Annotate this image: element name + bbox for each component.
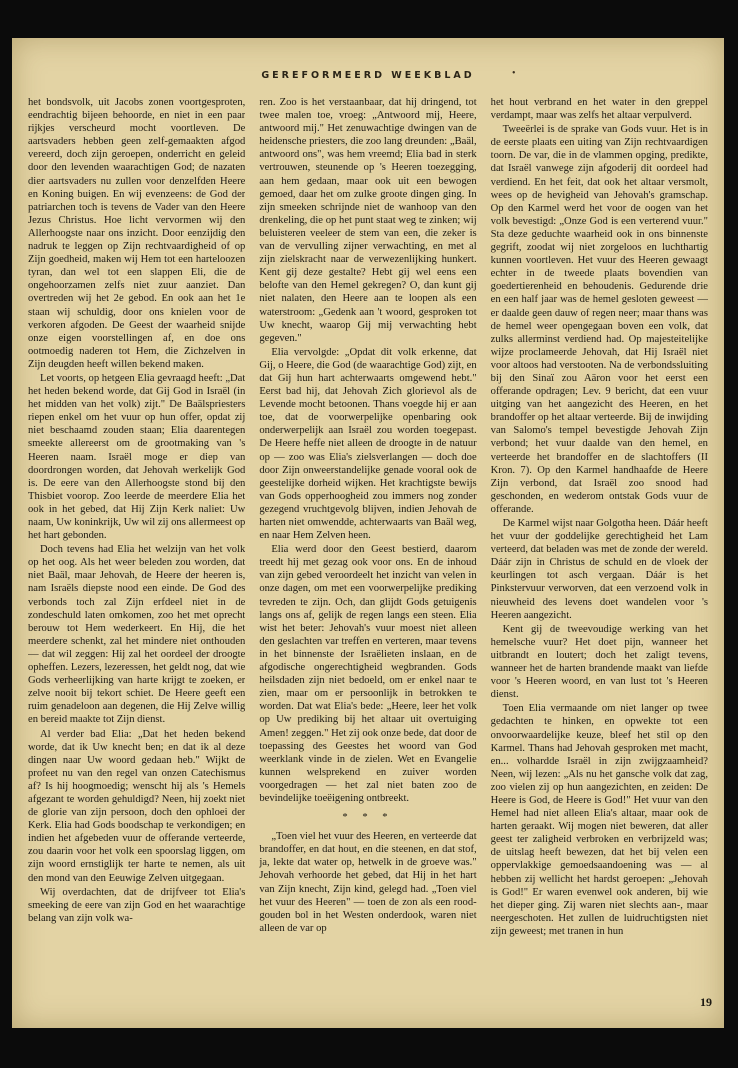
column-3 [491, 96, 708, 1006]
paragraph: Doch tevens had Elia het welzijn van het volk op het oog. Als het weer beleden zou worden, dat niet Baäl, maar Jehovah, de Heere der heeren is, nam Israëls diepste nood een einde. De God des verbonds toch zal Zijn erfdeel niet in de zondeschuld laten omkomen, zoo het met oprecht berouw tot Hem wederkeert. En Hij, die het meerdere schenkt, zal het mindere niet onthouden — dat wil zeggen: Hij zal het oordeel der droogte opheffen. Lezers, lezeressen, het geldt nog, dat wie Gods verheerlijking van harte krijgt te zoeken, er zelve nooit bij tekort schiet. De Heere geeft een ruim genadeloon aan degenen, die Hij Zelve willig en bereid maakte tot Zijn dienst. [28, 544, 246, 726]
paragraph: Tweeërlei is de sprake van Gods vuur. Het is in de eerste plaats een uiting van Zijn rechtvaardigen toorn. De var, die in de vlammen opging, predikte, dat Israël vanwege zijn afgoderij dit oordeel had verdiend. En het feit, dat ook het altaar versmolt, wees op de hevigheid van Jehovah's gramschap. Op den Karmel werd het voor de oogen van het volk bevestigd: „Onze God is een verterend vuur." Sta deze geduchte waarheid ook in ons binnenste gegrift, zoodat wij niet zorgeloos en luchthartig kunnen voortleven. Het vuur des Heeren gewaagt echter in de tweede plaats bovendien van goedertierenheid en behoudenis. Gedurende drie en een half jaar was de hemel gesloten geweest — er daalde geen dauw of regen neer; maar thans was de hemel weer opengegaan boven een volk, dat zulks allerminst verdiend had. Op majesteitelijke wijze proclameerde Jehovah, dat Hij Israël niet voor altoos had verstooten. Na de verbondssluiting bij den Sinaï zou Aäron voor het eerst een offerande opdragen; Lev. 9 bericht, dat een vuur uitging van het aangezicht des Heeren, en het brandoffer op het altaar verteerde. Bij de inwijding van Salomo's tempel bevestigde Jehovah Zijn verbond; het vuur daalde van den hemel, en verteerde het brandoffer en de slachtoffers (II Kron. 7). Op den Karmel handhaafde de Heere Zijn verbond, dat Israël zoo snood had geschonden, en wederom ontstak Gods vuur de offerande. [490, 124, 708, 515]
paragraph: het hout verbrand en het water in den greppel verdampt, maar was zelfs het altaar verpulverd. [490, 97, 708, 122]
article-columns [28, 96, 708, 1006]
running-header: GEREFORMEERD WEEKBLAD [261, 70, 475, 81]
page-number: 19 [700, 995, 712, 1009]
paragraph: Toen Elia vermaande om niet langer op twee gedachten te hinken, en opwekte tot een onvoorwaardelijke keuze, bleef het stil op den Karmel. Thans had Jehovah gesproken met macht, en... volhardde Israël in zijn zwijgzaamheid? Neen, wij lezen: „Als nu het gansche volk dat zag, zoo vielen zij op hun aangezichten, en zeiden: De Heere is God, de Heere is God!" Het vuur van den Hemel had niet alleen Elia's altaar, maar ook de harten geraakt. Wij mogen niet beweren, dat aller geest ter zaligheid verbroken en verbrijzeld was; de uitslag heeft bewezen, dat het bij velen een oppervlakkige gemoedsaandoening was — al hebben zij wellicht het hardst geroepen: „Jehovah is God!" Er waren evenwel ook anderen, bij wie het dieper ging. Zij waren niet slechts aan-, maar neergeschoten. Het zullen de luidruchtigsten niet zijn geweest; met tranen in hun [490, 703, 708, 937]
paragraph: ren. Zoo is het verstaanbaar, dat hij dringend, tot twee malen toe, vroeg: „Antwoord mij, Heere, antwoord mij." Het zenuwachtige dwingen van de heidensche priesters, die zoo lang dreunden: „Baäl, antwoord ons", was hem vreemd; Elia bad in sterk vertrouwen, steunende op 's Heeren toezegging, aan hem gedaan, maar ook uit een bewogen gemoed, daar het om zulke groote dingen ging. In zijn smeeken schrijnde niet de wanhoop van den drenkeling, die op het punt staat weg te zinken; wij beluisteren veeleer de stem van een, die zeker is van de vervulling zijner verwachting, en met al zijn zielskracht naar de verwezenlijking hunkert. Kent gij deze gestalte? Hebt gij wel eens een belofte van den Hemel gekregen? O, dan kunt gij niet nalaten, den Heere aan te loopen als een waterstroom: „Gedenk aan 't woord, gesproken tot Uw knecht, waarop Gij mij verwachting hebt gegeven." [259, 97, 477, 344]
newspaper-page [12, 38, 724, 1028]
paragraph: Let voorts, op hetgeen Elia gevraagd heeft: „Dat het heden bekend worde, dat Gij God in Israël (in het midden van het volk) zijt." De Baälspriesters riepen enkel om het vuur op hun offer, opdat zij niet beschaamd zouden staan; Elia daarentegen smeekte allereerst om de grootmaking van 's Heeren naam. Israël moge er diep van doordrongen worden, dat Jehovah werkelijk God is. De eere van den Allerhoogste stond bij den Thisbiet voorop. Zoo leerde de meerdere Elia het ook in het gebed, dat Hij Zijn Kerk naliet: Uw naam, Uw koninkrijk, Uw wil zij ons allermeest op het hart gebonden. [28, 372, 246, 542]
paragraph: De Karmel wijst naar Golgotha heen. Dáár heeft het vuur der goddelijke gerechtigheid het Lam verteerd, dat beladen was met de zonde der wereld. Dáár zijn in Christus de schuld en de vloek der keurlingen tot asch vergaan. Dáár is het Pinkstervuur verworven, dat een verzoend volk in nieuwheid des levens doet wandelen voor 's Heeren aangezicht. [490, 518, 708, 621]
section-separator: * * * [342, 812, 394, 824]
paragraph: Wij overdachten, dat de drijfveer tot Elia's smeeking de eere van zijn God en het waarachtige belang van zijn volk wa- [28, 886, 246, 924]
paragraph: Elia vervolgde: „Opdat dit volk erkenne, dat Gij, o Heere, die God (de waarachtige God) zijt, en dat Gij hun hart achterwaarts omgewend hebt." Eerst bad hij, dat Jehovah Zich glorievol als de Levende mocht betoonen. Thans voegde hij er aan toe, dat de voorwerpelijke openbaring ook onderwerpelijk aan Israël zou worden toegepast. De Heere heffe niet alleen de droogte in de natuur op — zoo was Elia's zielsverlangen — doch doe door Zijn onweerstandelijke genade vooral ook de geestelijke dorheid wijken. Het krachtigste bewijs van Gods opperhoogheid zou immers nog zonder gezegend vruchtgevolg blijven, indien Jehovah de harten niet omwendde, achterwaarts van Baäl weg, en naar Hem Zelven heen. [259, 346, 477, 542]
column-1 [28, 96, 245, 1006]
paragraph: Al verder bad Elia: „Dat het heden bekend worde, dat ik Uw knecht ben; en dat ik al deze dingen naar Uw woord gedaan heb." Wijkt de profeet nu van den regel van onzen Catechismus af? Is hij hoogmoedig; wenscht hij als 's Hemels afgezant te worden gehuldigd? Neen, hij zoekt niet de glorie van zijn persoon, doch den ophloei der Kerk. Elia had Gods boodschap te verkondigen; en indien het afgebeden vuur de offerande verteerde, zou daarin voor het volk een spoorslag liggen, om zijn woord ernstiglijk ter harte te nemen, als uit den mond van den Eeuwige Zelven uitgegaan. [28, 728, 246, 884]
column-2 [259, 96, 476, 1006]
paragraph: het bondsvolk, uit Jacobs zonen voortgesproten, eendrachtig bijeen behoorde, en niet in een paar rijkjes verscheurd mocht voortleven. De aartsvaders hebben geen zelf-gemaakten afgod vereerd, doch zijn geroepen, onderricht en geleid door den levenden waarachtigen God; de nazaten dier aartsvaders nu zullen voor denzelfden Heere en Koning buigen. En wij evenzeens: de God der patriarchen toch is tevens de Vader van den Heere Jezus Christus. Hoe licht vervormen wij den Allerhoogste naar ons inzicht. Door eenzijdig den nadruk te leggen op Zijn rechtvaardigheid of op Zijn goedheid, maken wij Hem tot een harteloozen tyran, dan wel tot een slappen Eli, die de ongehoorzamen zelfs niet zuur aanziet. Dan overtreden wij het 2e gebod. En ook aan het 1e staan wij schuldig, door ons knielen voor de verkoren afgoden. De Geest der waarheid snijde onze eigen voorstellingen af, en doe ons ootmoedig naderen tot Hem, die Zichzelven in Zijn deugden heeft willen bekend maken. [28, 97, 246, 370]
paragraph: „Toen viel het vuur des Heeren, en verteerde dat brandoffer, en dat hout, en die steenen, en dat stof, ja, lekte dat water op, hetwelk in de groeve was." Jehovah verhoorde het gebed, dat Hij in het hart van Zijn knecht, Zijn kind, gelegd had. „Toen viel het vuur des Heeren" — toen de zon als een rood-gouden bol in het Westen onderdook, waren niet alleen de var op [259, 831, 477, 934]
header-ornament: • [512, 68, 516, 79]
paragraph: Kent gij de tweevoudige werking van het hemelsche vuur? Het doet pijn, wanneer het uitbrandt en loutert; doch het zaligt tevens, wanneer het de harten brandende maakt van liefde voor 's Heeren woord, en van lust tot 's Heeren dienst. [490, 623, 708, 701]
paragraph: Elia werd door den Geest bestierd, daarom treedt hij met gezag ook voor ons. En de inhoud van zijn gebed veroordeelt het inzicht van velen in onze dagen, om met een voorwerpelijke prediking tevreden te zijn. Och, dan glijdt Gods getuigenis langs ons af, gelijk de regen langs een steen. Elia wist het beter: Jehovah's vuur moest niet alleen den geslachten var treffen en verteren, maar tevens in het binnenste der Israëlieten inslaan, en de afgodische ongerechtigheid wegbranden. Gods heilsdaden zijn niet bedoeld, om er enkel naar te zien, maar om er persoonlijk in betrokken te worden. Dat wat Elia's bede: „Heere, leer het volk op Uw prediking bij het altaar uit overtuiging Amen! zeggen." Het zij ook onze bede, dat door de toepassing des Geestes het woord van God weerklank vinde in de zielen. Wet en Evangelie kunnen welsprekend en zuiver worden voorgedragen — het zal niet baten zoo de bevindelijke toeëigening ontbreekt. [259, 544, 477, 804]
